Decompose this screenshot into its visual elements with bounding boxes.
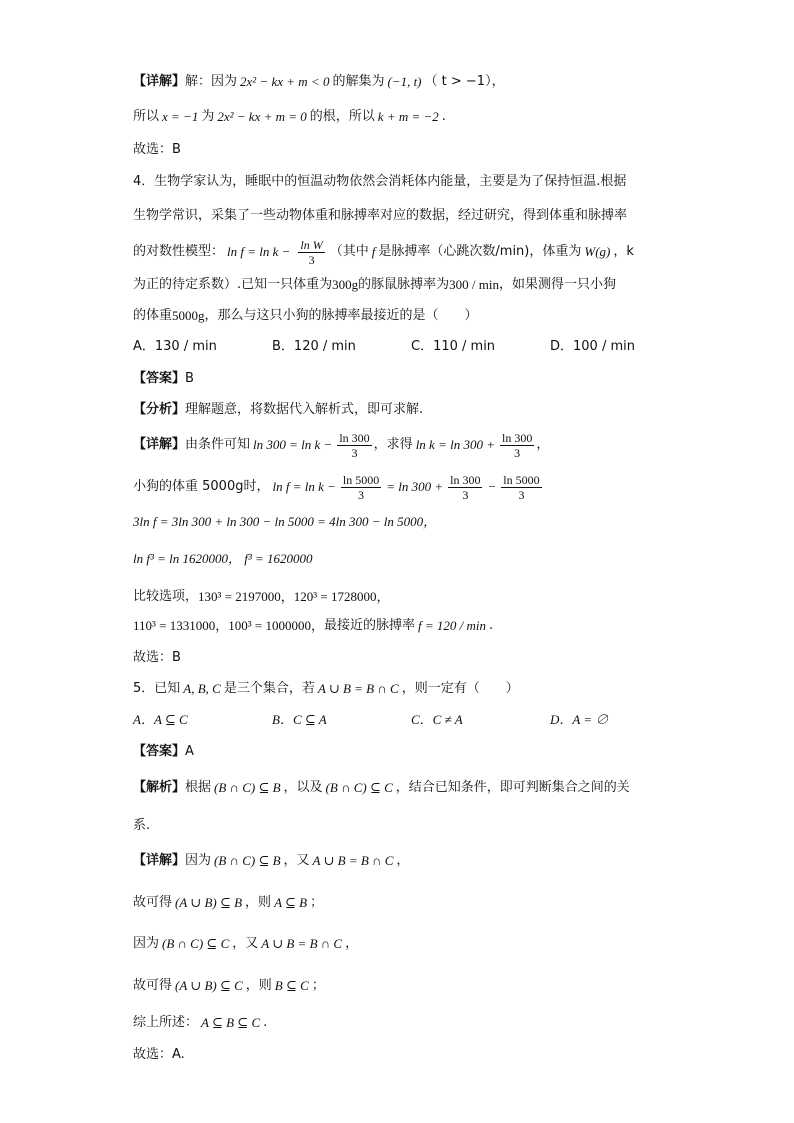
q4-stem-line3: 的对数性模型： ln f = ln k − $\frac{\text{ln W}}{3}$ （其中 f 是脉搏率（心跳次数/min)，体重为 W(g) ，k (133, 237, 634, 267)
q4-analysis: 【分析】 理解题意，将数据代入解析式，即可求解. (133, 399, 423, 421)
q5-analysis-line2: 系. (133, 818, 151, 833)
q5-choice: 故选：A. (133, 1047, 185, 1062)
q5-options (133, 709, 689, 731)
analysis-tag: 【解析】 (133, 780, 186, 795)
q4-detail-line1: 【详解】 由条件可知 ln 300 = ln k − $\frac{\ln 300}{3}$ ，求得 ln k = ln 300 + $\frac{\ln 300}{3}$ ， (133, 430, 550, 460)
q4-stem-line5: 的体重 5000g ，那么与这只小狗的脉搏率最接近的是（ ） (133, 308, 478, 323)
fraction: $\frac{\ln 300}{3}$ (450, 472, 481, 502)
q5-detail-line5: 综上所述： A ⊆ B ⊆ C . (133, 1015, 268, 1030)
q4-answer: 【答案】 B (133, 368, 194, 390)
q4-stem-line4: 为正的待定系数）.已知一只体重为 300g 的豚鼠脉搏率为 300 / min ，如果测得一只小狗 (133, 277, 617, 292)
q4-options (133, 336, 689, 358)
q5-detail-line3: 因为 (B ∩ C) ⊆ C ，又 A ∪ B = B ∩ C ， (133, 936, 359, 951)
fraction: $\frac{\ln 300}{3}$ (501, 430, 533, 460)
fraction: $\frac{\ln 300}{3}$ (339, 430, 370, 460)
fraction: $\frac{\text{ln W}}{3}$ (300, 237, 323, 267)
q4-detail-line3: 3ln f = 3ln 300 + ln 300 − ln 5000 = 4ln 300 − ln 5000， (133, 514, 437, 529)
q5-stem: 5． 已知 A, B, C 是三个集合，若 A ∪ B = B ∩ C ，则一定有（ ） (133, 678, 519, 700)
question-number: 5． (133, 681, 155, 696)
option-a: A．A ⊆ C (133, 712, 188, 727)
q5-detail-line1: 【详解】 因为 (B ∩ C) ⊆ B ，又 A ∪ B = B ∩ C ， (133, 850, 409, 872)
detail-tag: 【详解】 (133, 853, 186, 868)
q4-detail-line2: 小狗的体重 5000g时， ln f = ln k − $\frac{\ln 5000}{3}$ = ln 300 + $\frac{\ln 300}{3}$ − $\frac{\ln 5000}{3}$ (133, 472, 540, 502)
detail-tag: 【详解】 (133, 437, 186, 452)
q5-analysis-line1: 【解析】 根据 (B ∩ C) ⊆ B ，以及 (B ∩ C) ⊆ C ，结合已知条件，即可判断集合之间的关 (133, 777, 630, 799)
q3-choice: 故选：B (133, 142, 181, 157)
q4-stem-line1: 4． 生物学家认为，睡眠中的恒温动物依然会消耗体内能量，主要是为了保持恒温.根据 (133, 171, 626, 193)
option-b: B．C ⊆ A (272, 712, 327, 727)
q4-detail-line5: 比较选项， 130³ = 2197000，120³ = 1728000， (133, 589, 390, 604)
option-d: D．A = ∅ (550, 712, 609, 727)
q3-detail-line1: 【详解】 解：因为 2x² − kx + m < 0 的解集为 (−1, t) （ t > −1）， (133, 71, 505, 93)
option-a: A．130 / min (133, 339, 217, 354)
option-b: B．120 / min (272, 339, 356, 354)
q5-answer: 【答案】 A (133, 741, 194, 763)
fraction: $\frac{\ln 5000}{3}$ (342, 472, 380, 502)
q4-choice: 故选：B (133, 650, 181, 665)
q4-detail-line4: ln f³ = ln 1620000， f³ = 1620000 (133, 551, 313, 566)
option-c: C．110 / min (411, 339, 496, 354)
q4-detail-line6: 110³ = 1331000，100³ = 1000000， 最接近的脉搏率 f = 120 / min . (133, 618, 494, 633)
option-d: D．100 / min (550, 339, 635, 354)
q4-stem-line2: 生物学常识，采集了一些动物体重和脉搏率对应的数据，经过研究，得到体重和脉搏率 (133, 208, 628, 223)
option-c: C．C ≠ A (411, 712, 463, 727)
analysis-tag: 【分析】 (133, 402, 186, 417)
q5-detail-line2: 故可得 (A ∪ B) ⊆ B ，则 A ⊆ B ； (133, 895, 324, 910)
question-number: 4． (133, 174, 155, 189)
answer-tag: 【答案】 (133, 371, 186, 386)
q5-detail-line4: 故可得 (A ∪ B) ⊆ C ，则 B ⊆ C ； (133, 978, 325, 993)
q3-detail-line2: 所以 x = −1 为 2x² − kx + m = 0 的根，所以 k + m = −2 . (133, 109, 446, 124)
answer-tag: 【答案】 (133, 744, 186, 759)
detail-tag: 【详解】 (133, 74, 186, 89)
fraction: $\frac{\ln 5000}{3}$ (503, 472, 540, 502)
